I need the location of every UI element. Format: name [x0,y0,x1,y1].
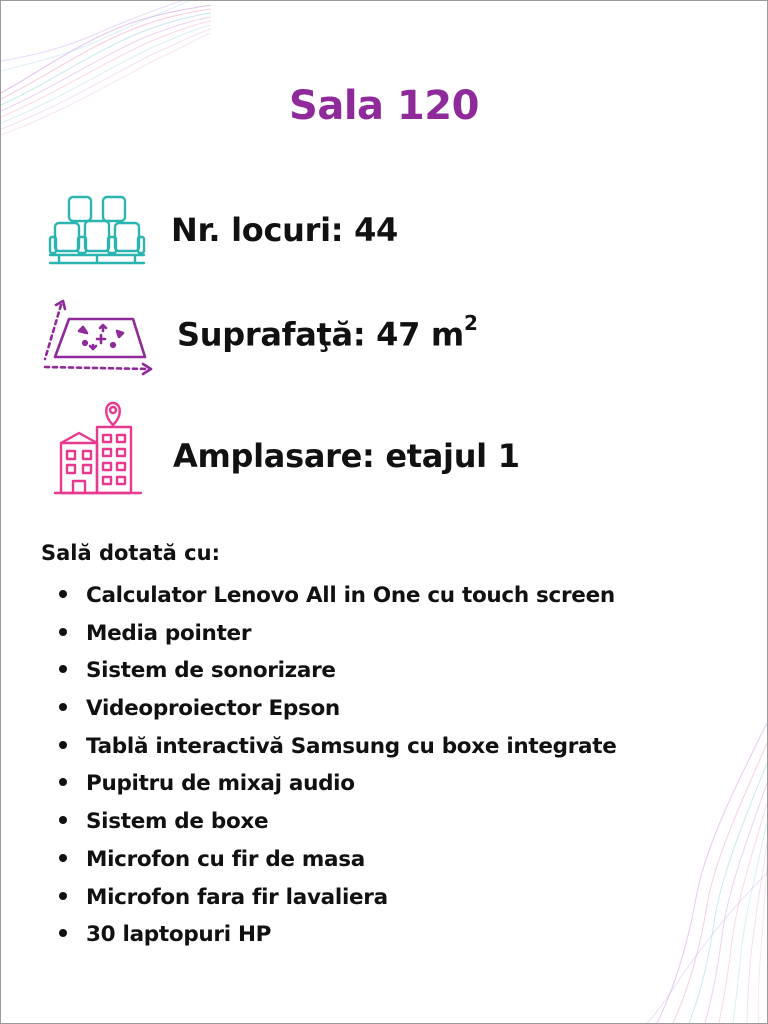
list-item: Sistem de sonorizare [59,652,617,690]
seats-label: Nr. locuri: 44 [171,211,399,249]
area-icon [37,297,159,377]
room-title: Sala 120 [289,83,479,129]
bullet-icon [59,665,67,673]
list-item: 30 laptopuri HP [59,916,617,954]
bullet-icon [59,703,67,711]
list-item: Sistem de boxe [59,803,617,841]
list-item: Calculator Lenovo All in One cu touch screen [59,577,617,615]
decorative-wave-bottom-right [617,723,767,1023]
bullet-icon [59,892,67,900]
equipment-heading: Sală dotată cu: [41,541,220,565]
location-label: Amplasare: etajul 1 [173,437,520,475]
location-row [1,399,767,489]
equipment-list [59,577,617,954]
bullet-icon [59,929,67,937]
seats-icon [47,193,147,271]
list-item: Microfon fara fir lavaliera [59,879,617,917]
list-item: Videoproiector Epson [59,690,617,728]
bullet-icon [59,778,67,786]
bullet-icon [59,816,67,824]
bullet-icon [59,854,67,862]
list-item: Microfon cu fir de masa [59,841,617,879]
area-label [177,311,478,354]
seats-row [1,189,767,279]
bullet-icon [59,741,67,749]
area-row [1,293,767,383]
area-value: Suprafaţă: 47 m [177,315,464,354]
list-item: Tablă interactivă Samsung cu boxe integrate [59,728,617,766]
bullet-icon [59,628,67,636]
list-item: Media pointer [59,615,617,653]
list-item: Pupitru de mixaj audio [59,765,617,803]
bullet-icon [59,590,67,598]
building-location-icon [51,399,145,499]
area-unit-exponent: 2 [463,311,478,335]
